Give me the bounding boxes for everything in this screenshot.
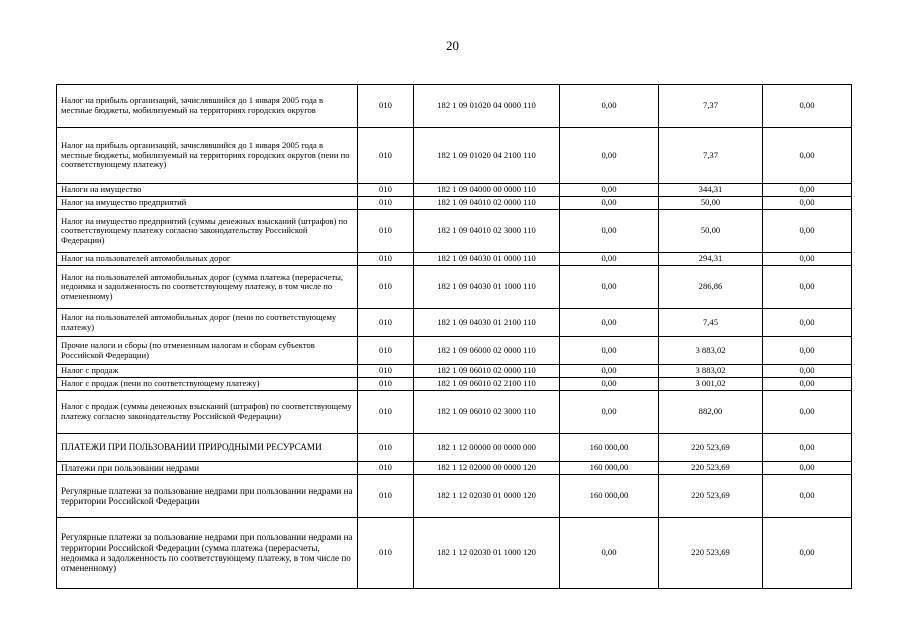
- budget-code: 182 1 12 00000 00 0000 000: [414, 434, 560, 462]
- budget-code: 182 1 09 04030 01 0000 110: [414, 253, 560, 266]
- admin-code: 010: [358, 391, 414, 434]
- budget-code: 182 1 09 01020 04 0000 110: [414, 85, 560, 128]
- table-row: [57, 518, 852, 589]
- admin-code: 010: [358, 337, 414, 365]
- planned-amount: 0,00: [560, 210, 659, 253]
- admin-code: 010: [358, 518, 414, 589]
- executed-amount: 220 523,69: [659, 475, 763, 518]
- other-amount: 0,00: [763, 309, 852, 337]
- table-row: [57, 475, 852, 518]
- executed-amount: 220 523,69: [659, 518, 763, 589]
- row-name: Налог на пользователей автомобильных дорог: [57, 253, 358, 266]
- table-row: [57, 337, 852, 365]
- admin-code: 010: [358, 85, 414, 128]
- row-name: ПЛАТЕЖИ ПРИ ПОЛЬЗОВАНИИ ПРИРОДНЫМИ РЕСУРСАМИ: [57, 434, 358, 462]
- other-amount: 0,00: [763, 184, 852, 197]
- row-name: Платежи при пользовании недрами: [57, 462, 358, 475]
- executed-amount: 50,00: [659, 210, 763, 253]
- admin-code: 010: [358, 475, 414, 518]
- table-row: [57, 85, 852, 128]
- admin-code: 010: [358, 378, 414, 391]
- planned-amount: 0,00: [560, 378, 659, 391]
- admin-code: 010: [358, 462, 414, 475]
- planned-amount: 0,00: [560, 128, 659, 184]
- table-row: [57, 365, 852, 378]
- planned-amount: 0,00: [560, 184, 659, 197]
- row-name: Налог на пользователей автомобильных дорог (сумма платежа (перерасчеты, недоимка и задолженность по соответствующему платежу, в том числе по отмененному): [57, 266, 358, 309]
- budget-code: 182 1 12 02030 01 0000 120: [414, 475, 560, 518]
- admin-code: 010: [358, 365, 414, 378]
- planned-amount: 160 000,00: [560, 462, 659, 475]
- executed-amount: 3 883,02: [659, 365, 763, 378]
- other-amount: 0,00: [763, 462, 852, 475]
- planned-amount: 160 000,00: [560, 434, 659, 462]
- planned-amount: 0,00: [560, 337, 659, 365]
- row-name: Налог с продаж (пени по соответствующему платежу): [57, 378, 358, 391]
- executed-amount: 220 523,69: [659, 462, 763, 475]
- admin-code: 010: [358, 210, 414, 253]
- other-amount: 0,00: [763, 85, 852, 128]
- executed-amount: 286,86: [659, 266, 763, 309]
- admin-code: 010: [358, 434, 414, 462]
- planned-amount: 0,00: [560, 253, 659, 266]
- admin-code: 010: [358, 266, 414, 309]
- row-name: Налог на имущество предприятий (суммы денежных взысканий (штрафов) по соответствующему платежу согласно законодательству Российской Федерации): [57, 210, 358, 253]
- executed-amount: 7,37: [659, 128, 763, 184]
- other-amount: 0,00: [763, 378, 852, 391]
- executed-amount: 7,45: [659, 309, 763, 337]
- table-row: [57, 210, 852, 253]
- executed-amount: 7,37: [659, 85, 763, 128]
- executed-amount: 3 883,02: [659, 337, 763, 365]
- row-name: Налог на прибыль организаций, зачислявшийся до 1 января 2005 года в местные бюджеты, мобилизуемый на территориях городских округов: [57, 85, 358, 128]
- revenue-table: [56, 84, 852, 589]
- table-row: [57, 128, 852, 184]
- planned-amount: 0,00: [560, 309, 659, 337]
- row-name: Налоги на имущество: [57, 184, 358, 197]
- planned-amount: 0,00: [560, 391, 659, 434]
- executed-amount: 344,31: [659, 184, 763, 197]
- admin-code: 010: [358, 309, 414, 337]
- planned-amount: 160 000,00: [560, 475, 659, 518]
- row-name: Налог на пользователей автомобильных дорог (пени по соответствующему платежу): [57, 309, 358, 337]
- other-amount: 0,00: [763, 391, 852, 434]
- executed-amount: 50,00: [659, 197, 763, 210]
- table-row: [57, 391, 852, 434]
- budget-code: 182 1 09 04030 01 2100 110: [414, 309, 560, 337]
- table-row: [57, 434, 852, 462]
- other-amount: 0,00: [763, 518, 852, 589]
- row-name: Налог с продаж: [57, 365, 358, 378]
- budget-code: 182 1 09 06000 02 0000 110: [414, 337, 560, 365]
- other-amount: 0,00: [763, 266, 852, 309]
- other-amount: 0,00: [763, 210, 852, 253]
- admin-code: 010: [358, 253, 414, 266]
- budget-code: 182 1 09 01020 04 2100 110: [414, 128, 560, 184]
- admin-code: 010: [358, 197, 414, 210]
- budget-code: 182 1 12 02000 00 0000 120: [414, 462, 560, 475]
- budget-code: 182 1 09 04030 01 1000 110: [414, 266, 560, 309]
- budget-code: 182 1 12 02030 01 1000 120: [414, 518, 560, 589]
- budget-code: 182 1 09 04010 02 3000 110: [414, 210, 560, 253]
- other-amount: 0,00: [763, 337, 852, 365]
- planned-amount: 0,00: [560, 518, 659, 589]
- planned-amount: 0,00: [560, 365, 659, 378]
- budget-code: 182 1 09 06010 02 0000 110: [414, 365, 560, 378]
- executed-amount: 294,31: [659, 253, 763, 266]
- executed-amount: 3 001,02: [659, 378, 763, 391]
- table-row: [57, 309, 852, 337]
- other-amount: 0,00: [763, 197, 852, 210]
- budget-code: 182 1 09 06010 02 3000 110: [414, 391, 560, 434]
- other-amount: 0,00: [763, 475, 852, 518]
- admin-code: 010: [358, 128, 414, 184]
- row-name: Налог на прибыль организаций, зачислявшийся до 1 января 2005 года в местные бюджеты, мобилизуемый на территориях городских округов (пени по соответствующему платежу): [57, 128, 358, 184]
- other-amount: 0,00: [763, 128, 852, 184]
- table-row: [57, 266, 852, 309]
- planned-amount: 0,00: [560, 197, 659, 210]
- row-name: Налог на имущество предприятий: [57, 197, 358, 210]
- row-name: Регулярные платежи за пользование недрами при пользовании недрами на территории Российской Федерации (сумма платежа (перерасчеты, недоимка и задолженность по соответствующему платежу, в том числе по отмененному): [57, 518, 358, 589]
- other-amount: 0,00: [763, 253, 852, 266]
- planned-amount: 0,00: [560, 266, 659, 309]
- executed-amount: 882,00: [659, 391, 763, 434]
- executed-amount: 220 523,69: [659, 434, 763, 462]
- budget-code: 182 1 09 06010 02 2100 110: [414, 378, 560, 391]
- table-row: [57, 197, 852, 210]
- table-row: [57, 253, 852, 266]
- other-amount: 0,00: [763, 434, 852, 462]
- table-row: [57, 184, 852, 197]
- admin-code: 010: [358, 184, 414, 197]
- planned-amount: 0,00: [560, 85, 659, 128]
- budget-code: 182 1 09 04010 02 0000 110: [414, 197, 560, 210]
- budget-code: 182 1 09 04000 00 0000 110: [414, 184, 560, 197]
- other-amount: 0,00: [763, 365, 852, 378]
- page-number: 20: [446, 38, 459, 53]
- row-name: Прочие налоги и сборы (по отмененным налогам и сборам субъектов Российской Федерации): [57, 337, 358, 365]
- row-name: Налог с продаж (суммы денежных взысканий (штрафов) по соответствующему платежу согласно законодательству Российской Федерации): [57, 391, 358, 434]
- row-name: Регулярные платежи за пользование недрами при пользовании недрами на территории Российской Федерации: [57, 475, 358, 518]
- table-row: [57, 462, 852, 475]
- table-row: [57, 378, 852, 391]
